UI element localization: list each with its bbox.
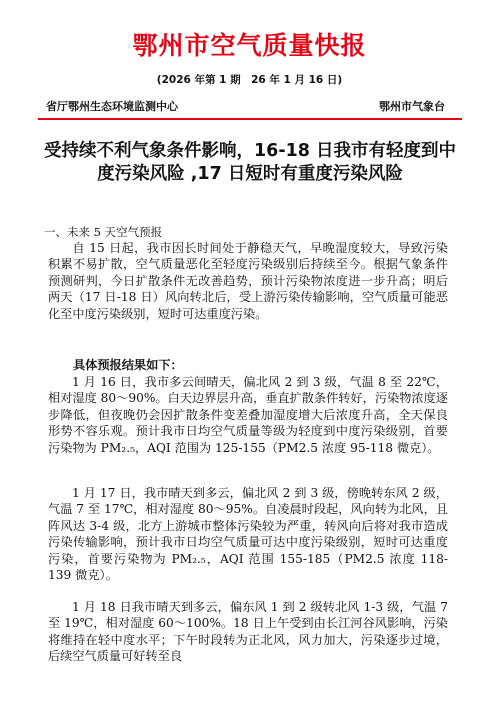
- issue-line: (2026 年第 1 期 26 年 1 月 16 日): [156, 74, 343, 86]
- paragraph-overview: [48, 240, 448, 322]
- paragraph-jan17-text: 1 月 17 日，我市晴天到多云，偏北风 2 到 3 级，傍晚转东风 2 级，气温 7 至 17℃，相对湿度 80～95%。自凌晨时段起，风向转为北风，且阵风达 3-4 级，北方上游城市整体污染较为严重，转风向后将对我市造成污染传输影响，预计我市日均空气质量可达中度污染级别，短时可达重度污染，首要污染物为 PM₂.₅，AQI 范围 155-185（PM2.5 浓度 118-139 微克）。: [48, 486, 448, 583]
- paragraph-jan17: [48, 485, 448, 583]
- paragraph-jan16: [48, 374, 448, 456]
- section-heading: 一、未来 5 天空气预报: [44, 225, 163, 239]
- paragraph-jan18-text: 1 月 18 日我市晴天到多云，偏东风 1 到 2 级转北风 1-3 级，气温 7 至 19℃，相对湿度 60～100%。18 日上午受到由长江河谷风影响，污染将维持在轻中度水平；下午时段转为正北风，风力加大，污染逐步过境，后续空气质量可好转至良: [48, 600, 448, 664]
- issuing-org-right: 鄂州市气象台: [379, 100, 445, 113]
- paragraph-jan16-text: 1 月 16 日，我市多云间晴天，偏北风 2 到 3 级，气温 8 至 22℃，相对湿度 80～90%。白天边界层升高，垂直扩散条件转好，污染物浓度逐步降低，但夜晚仍会因扩散条件变差叠加湿度增大后浓度升高，全天保良形势不容乐观。预计我市日均空气质量等级为轻度到中度污染级别，首要污染物为 PM₂.₅，AQI 范围为 125-155（PM2.5 浓度 95-118 微克）。: [48, 375, 448, 455]
- paragraph-jan18: [48, 599, 448, 665]
- headline: 受持续不利气象条件影响，16-18 日我市有轻度到中度污染风险 ,17 日短时有重度污染风险: [43, 141, 457, 184]
- paragraph-overview-text: 自 15 日起，我市因长时间处于静稳天气，早晚湿度较大，导致污染积累不易扩散，空气质量恶化至轻度污染级别后持续至今。根据气象条件预测研判，今日扩散条件无改善趋势，预计污染物浓度进一步升高；明后两天（17 日-18 日）风向转北后，受上游污染传输影响，空气质量可能恶化至中度污染级别，短时可达重度污染。: [48, 241, 448, 321]
- forecast-subheading: 具体预报结果如下：: [73, 358, 183, 372]
- issuing-org-left: 省厅鄂州生态环境监测中心: [46, 100, 178, 113]
- header-divider: [38, 118, 462, 120]
- report-title: 鄂州市空气质量快报: [132, 31, 367, 60]
